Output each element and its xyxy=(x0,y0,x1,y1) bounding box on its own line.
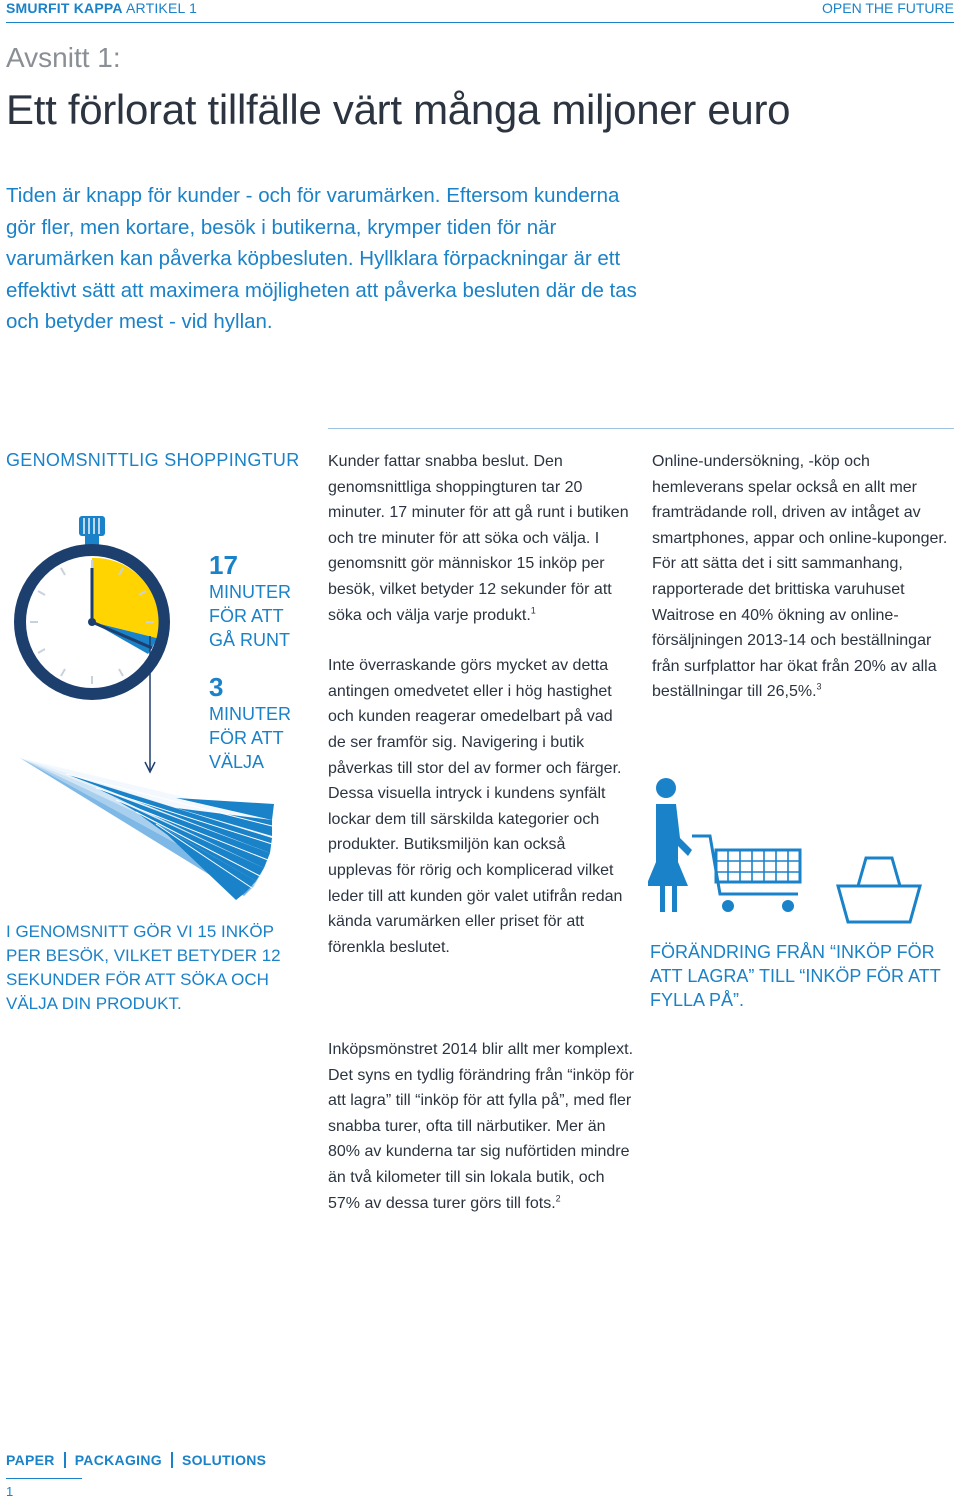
footnote-ref-2: 2 xyxy=(555,1193,561,1204)
time-fan xyxy=(20,758,274,900)
columns-divider xyxy=(328,428,954,429)
header-tagline: OPEN THE FUTURE xyxy=(822,0,954,16)
basket-icon xyxy=(838,858,920,922)
stat-choosing-value: 3 xyxy=(209,672,224,702)
trolley-grid xyxy=(716,850,800,882)
footer-separator xyxy=(171,1452,173,1468)
stat-walking xyxy=(209,552,299,652)
footer-solutions: SOLUTIONS xyxy=(181,1452,267,1468)
intro-paragraph: Tiden är knapp för kunder - och för varumärken. Eftersom kunderna gör fler, men kortare, besök i butikerna, krymper tiden för när varumärken kan påverka köpbesluten. Hyllklara förpackningar är ett effektivt sätt att maximera möjligheten att påverka besluten där de tas och betyder mest - vid hyllan. xyxy=(6,184,637,333)
page-number: 1 xyxy=(6,1484,14,1499)
shopping-change-caption: FÖRÄNDRING FRÅN “INKÖP FÖR ATT LAGRA” TILL “INKÖP FÖR ATT FYLLA PÅ”. xyxy=(650,942,941,1010)
footnote-ref-1: 1 xyxy=(530,605,536,616)
footnote-ref-3: 3 xyxy=(816,682,822,693)
header-brand-line xyxy=(6,0,197,16)
section-label: Avsnitt 1: xyxy=(6,42,121,73)
col2-paragraph-1-text: Kunder fattar snabba beslut. Den genomsnittliga shoppingturen tar 20 minuter. 17 minuter för att gå runt i butiken och tre minuter för att söka och välja. I genomsnitt gör människor 15 inköp per besök, vilket betyder 12 sekunder för att söka och välja varje produkt. xyxy=(328,453,629,624)
person-leg-left xyxy=(660,886,665,912)
stat-choosing xyxy=(209,674,299,774)
brand-name: SMURFIT KAPPA xyxy=(6,0,123,16)
footer-packaging: PACKAGING xyxy=(74,1452,162,1468)
infographic-heading: GENOMSNITTLIG SHOPPINGTUR xyxy=(6,450,300,470)
stat-choosing-label: MINUTER FÖR ATT VÄLJA xyxy=(209,704,291,772)
hand-pivot xyxy=(88,618,96,626)
body-column-2-lower xyxy=(328,1037,638,1216)
header-divider xyxy=(6,22,954,23)
col2-paragraph-3 xyxy=(328,1037,638,1216)
stat-walking-value: 17 xyxy=(209,550,238,580)
body-column-2 xyxy=(328,449,633,960)
article-label: ARTIKEL 1 xyxy=(126,0,198,16)
col2-paragraph-1 xyxy=(328,449,633,628)
body-column-3 xyxy=(652,449,957,705)
page-title: Ett förlorat tillfälle värt många miljoner euro xyxy=(6,86,791,133)
infographic-caption: I GENOMSNITT GÖR VI 15 INKÖP PER BESÖK, VILKET BETYDER 12 SEKUNDER FÖR ATT SÖKA OCH VÄLJA DIN PRODUKT. xyxy=(6,922,281,1013)
trolley-wheel-left xyxy=(722,900,734,912)
footer-divider xyxy=(6,1478,82,1479)
footer-nav xyxy=(6,1452,266,1468)
stat-walking-label: MINUTER FÖR ATT GÅ RUNT xyxy=(209,582,291,650)
person-body-icon xyxy=(648,804,692,886)
col2-paragraph-3-text: Inköpsmönstret 2014 blir allt mer komplext. Det syns en tydlig förändring från “inköp för att lagra” till “inköp för att fylla på”, med fler snabba turer, ofta till närbutiker. Mer än 80% av kunderna tar sig nuförtiden mindre än två kilometer till sin lokala butik, och 57% av dessa turer görs till fots. xyxy=(328,1041,634,1212)
person-head-icon xyxy=(656,778,676,798)
col3-paragraph-1-text: Online-undersökning, -köp och hemleverans spelar också en allt mer framträdande roll, driven av intåget av smartphones, appar och online-kuponger. För att sätta det i sitt sammanhang, rapporterade det brittiska varuhuset Waitrose en 40% ökning av online-försäljningen 2013-14 och beställningar från surfplattor har ökat från 20% av alla beställningar till 26,5%. xyxy=(652,453,948,701)
footer-paper: PAPER xyxy=(6,1452,55,1468)
stopwatch-crown xyxy=(79,516,105,536)
footer-separator xyxy=(64,1452,66,1468)
person-leg-right xyxy=(672,886,677,912)
trolley-icon xyxy=(692,836,800,894)
shopper-illustration xyxy=(648,776,948,926)
col3-paragraph-1 xyxy=(652,449,957,705)
trolley-wheel-right xyxy=(782,900,794,912)
col2-paragraph-2: Inte överraskande görs mycket av detta antingen omedvetet eller i hög hastighet och kunden reagerar omedelbart på vad de ser framför sig. Navigering i butik påverkas till stor del av former och färger. Dessa visuella intryck i kundens synfält lockar dem till särskilda kategorier och produkter. Butiksmiljön kan också upplevas för rörig och komplicerad vilket leder till att kunden gör valet utifrån redan kända varumärken eller priset för att förenkla beslutet. xyxy=(328,657,623,956)
